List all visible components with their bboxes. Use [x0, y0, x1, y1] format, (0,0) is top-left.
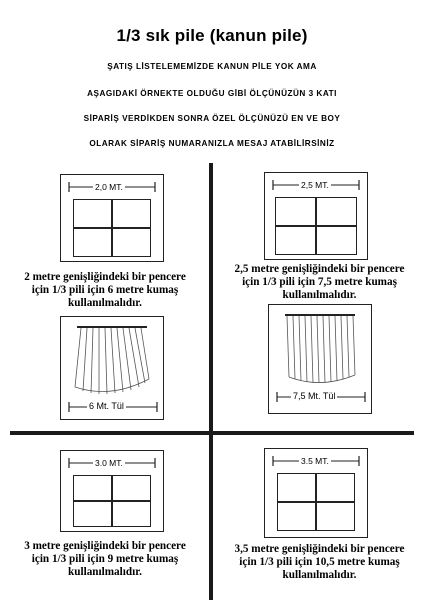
window-diagram [264, 172, 368, 260]
notice-line-2: AŞAGIDAKİ ÖRNEKTE OLDUĞU GİBİ ÖLÇÜNÜZÜN 3 KATI [87, 89, 337, 98]
window-diagram [60, 174, 164, 262]
page-title: 1/3 sık pile (kanun pile) [116, 26, 308, 45]
notice-line-1: ŞATIŞ LİSTELEMEMİZDE KANUN PİLE YOK AMA [107, 62, 317, 71]
example-description: 3,5 metre genişliğindeki bir pencere için 1/3 pili için 10,5 metre kumaş kullanılmalıdır. [234, 543, 405, 581]
notice-line-4: OLARAK SİPARİŞ NUMARANIZLA MESAJ ATABİLİRSİNİZ [89, 139, 335, 148]
window-frame [275, 197, 357, 255]
curtain-width-label: 6 Mt. Tül [89, 401, 124, 411]
curtain-diagram [268, 304, 372, 414]
curtain-diagram [60, 316, 164, 420]
window-width-label: 2,5 MT. [301, 180, 329, 190]
window-frame [73, 475, 151, 527]
example-description: 2 metre genişliğindeki bir pencere için 1/3 pili için 6 metre kumaş kullanılmalıdır. [24, 271, 186, 309]
window-frame [277, 473, 355, 531]
curtain-width-label: 7,5 Mt. Tül [293, 391, 336, 401]
window-width-label: 3.5 MT. [301, 456, 329, 466]
example-description: 3 metre genişliğindeki bir pencere için 1/3 pili için 9 metre kumaş kullanılmalıdır. [24, 540, 186, 578]
window-width-label: 2,0 MT. [95, 182, 123, 192]
window-diagram [60, 450, 164, 532]
horizontal-divider [10, 431, 414, 435]
example-description: 2,5 metre genişliğindeki bir pencere için 1/3 pili için 7,5 metre kumaş kullanılmalıdır. [234, 263, 405, 301]
notice-line-3: SİPARİŞ VERDİKDEN SONRA ÖZEL ÖLÇÜNÜZÜ EN VE BOY [83, 114, 341, 123]
window-diagram [264, 448, 368, 538]
vertical-divider [209, 163, 213, 600]
window-width-label: 3.0 MT. [95, 458, 123, 468]
window-frame [73, 199, 151, 257]
